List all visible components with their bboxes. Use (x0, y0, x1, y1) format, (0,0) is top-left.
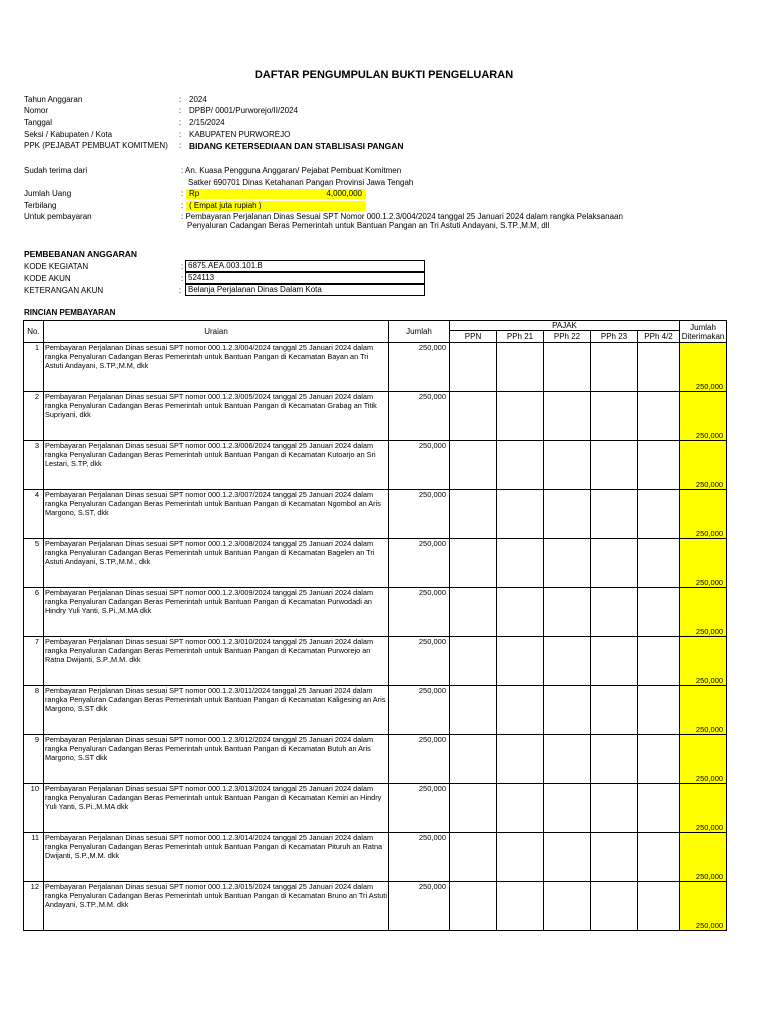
header-field-label: Seksi / Kabupaten / Kota (24, 130, 113, 139)
row-pph21 (497, 637, 544, 686)
page-title: DAFTAR PENGUMPULAN BUKTI PENGELUARAN (254, 69, 514, 81)
row-no: 8 (24, 686, 44, 735)
row-no: 1 (24, 343, 44, 392)
header-field-row (24, 118, 624, 128)
untuk-pembayaran-value-2: Penyaluran Cadangan Beras Pemerintah untuk Bantuan Pangan an Tri Astuti Andayani, S.TP.,M.M, dll (187, 221, 550, 230)
row-diterimakan: 250,000 (680, 833, 727, 882)
jumlah-uang-label: Jumlah Uang (24, 189, 72, 198)
row-pph42 (638, 784, 680, 833)
row-pph22 (544, 588, 591, 637)
row-pph21 (497, 588, 544, 637)
row-no: 9 (24, 735, 44, 784)
row-diterimakan: 250,000 (680, 539, 727, 588)
row-jumlah: 250,000 (389, 882, 450, 931)
row-ppn (450, 784, 497, 833)
row-pph42 (638, 833, 680, 882)
table-row (24, 735, 727, 784)
jumlah-currency: Rp (189, 189, 200, 198)
row-pph23 (591, 882, 638, 931)
kode-akun-label: KODE AKUN (24, 274, 71, 283)
row-ppn (450, 539, 497, 588)
row-jumlah: 250,000 (389, 833, 450, 882)
row-pph42 (638, 343, 680, 392)
row-diterimakan: 250,000 (680, 686, 727, 735)
header-field-value: 2024 (189, 95, 207, 104)
header-field-sep: : (179, 106, 182, 115)
col-no: No. (24, 321, 44, 343)
row-jumlah: 250,000 (389, 343, 450, 392)
row-pph22 (544, 637, 591, 686)
row-pph21 (497, 735, 544, 784)
table-row (24, 343, 727, 392)
row-uraian: Pembayaran Perjalanan Dinas sesuai SPT nomor 000.1.2.3/013/2024 tanggal 25 Januari 2024 dalam rangka Penyaluran Cadangan Beras Pemerintah untuk Bantuan Pangan di Kecamatan Kemiri an Hindry Yuli Yanti, S.Pi.,M.MA dkk (44, 784, 389, 833)
kode-kegiatan-label: KODE KEGIATAN (24, 262, 89, 271)
row-pph42 (638, 882, 680, 931)
row-diterimakan: 250,000 (680, 735, 727, 784)
row-pph22 (544, 686, 591, 735)
kode-kegiatan-value: 6875.AEA.003.101.B (185, 260, 425, 272)
table-row (24, 637, 727, 686)
sudah-terima-row (24, 166, 724, 176)
row-uraian: Pembayaran Perjalanan Dinas sesuai SPT nomor 000.1.2.3/011/2024 tanggal 25 Januari 2024 dalam rangka Penyaluran Cadangan Beras Pemerintah untuk Bantuan Pangan di Kecamatan Kaligesing an Aris Margono, S.ST dkk (44, 686, 389, 735)
header-field-value: KABUPATEN PURWOREJO (189, 130, 291, 139)
row-uraian: Pembayaran Perjalanan Dinas sesuai SPT nomor 000.1.2.3/009/2024 tanggal 25 Januari 2024 dalam rangka Penyaluran Cadangan Beras Pemerintah untuk Bantuan Pangan di Kecamatan Purwodadi an Hindry Yuli Yanti, S.Pi.,M.MA dkk (44, 588, 389, 637)
header-field-row (24, 95, 624, 105)
row-pph42 (638, 588, 680, 637)
row-pph21 (497, 490, 544, 539)
header-field-sep: : (179, 141, 182, 150)
row-pph23 (591, 588, 638, 637)
row-uraian: Pembayaran Perjalanan Dinas sesuai SPT nomor 000.1.2.3/006/2024 tanggal 25 Januari 2024 dalam rangka Penyaluran Cadangan Beras Pemerintah untuk Bantuan Pangan di Kecamatan Kutoarjo an Sri Lestari, S.TP, dkk (44, 441, 389, 490)
row-no: 5 (24, 539, 44, 588)
row-ppn (450, 686, 497, 735)
row-pph42 (638, 441, 680, 490)
row-diterimakan: 250,000 (680, 637, 727, 686)
row-pph22 (544, 343, 591, 392)
row-pph22 (544, 392, 591, 441)
row-pph42 (638, 735, 680, 784)
kode-akun-value: 524113 (185, 272, 425, 284)
row-jumlah: 250,000 (389, 686, 450, 735)
table-row (24, 490, 727, 539)
row-ppn (450, 392, 497, 441)
col-pajak: PAJAK (450, 321, 680, 331)
row-no: 4 (24, 490, 44, 539)
row-ppn (450, 490, 497, 539)
table-row (24, 588, 727, 637)
row-no: 7 (24, 637, 44, 686)
rincian-heading: RINCIAN PEMBAYARAN (24, 308, 116, 317)
row-uraian: Pembayaran Perjalanan Dinas sesuai SPT nomor 000.1.2.3/005/2024 tanggal 25 Januari 2024 dalam rangka Penyaluran Cadangan Beras Pemerintah untuk Bantuan Pangan di Kecamatan Grabag an Titik Supriyani, dkk (44, 392, 389, 441)
terbilang-row: Terbilang : ( Empat juta rupiah ) (24, 201, 724, 211)
row-ppn (450, 882, 497, 931)
row-ppn (450, 833, 497, 882)
row-pph22 (544, 441, 591, 490)
row-no: 6 (24, 588, 44, 637)
row-uraian: Pembayaran Perjalanan Dinas sesuai SPT nomor 000.1.2.3/007/2024 tanggal 25 Januari 2024 dalam rangka Penyaluran Cadangan Beras Pemerintah untuk Bantuan Pangan di Kecamatan Ngombol an Aris Margono, S.ST, dkk (44, 490, 389, 539)
row-jumlah: 250,000 (389, 784, 450, 833)
table-row (24, 539, 727, 588)
row-jumlah: 250,000 (389, 735, 450, 784)
row-pph22 (544, 735, 591, 784)
row-pph22 (544, 784, 591, 833)
row-pph22 (544, 833, 591, 882)
table-row (24, 392, 727, 441)
row-pph23 (591, 637, 638, 686)
row-pph23 (591, 490, 638, 539)
kode-akun-row: KODE AKUN : (24, 274, 184, 283)
row-diterimakan: 250,000 (680, 343, 727, 392)
terbilang-value: ( Empat juta rupiah ) (186, 201, 366, 211)
row-no: 12 (24, 882, 44, 931)
row-pph23 (591, 392, 638, 441)
header-field-label: Tanggal (24, 118, 53, 127)
pembebanan-heading: PEMBEBANAN ANGGARAN (24, 249, 138, 259)
row-uraian: Pembayaran Perjalanan Dinas sesuai SPT nomor 000.1.2.3/015/2024 tanggal 25 Januari 2024 dalam rangka Penyaluran Cadangan Beras Pemerintah untuk Bantuan Pangan di Kecamatan Bruno an Tri Astuti Andayani, S.TP.,M.M. dkk (44, 882, 389, 931)
row-jumlah: 250,000 (389, 392, 450, 441)
row-pph21 (497, 833, 544, 882)
row-pph23 (591, 784, 638, 833)
col-pph22: PPh 22 (544, 331, 591, 343)
row-pph23 (591, 441, 638, 490)
jumlah-value: 4,000,000 (326, 189, 362, 198)
table-row (24, 441, 727, 490)
kode-kegiatan-row: KODE KEGIATAN : (24, 262, 184, 271)
row-no: 3 (24, 441, 44, 490)
row-ppn (450, 637, 497, 686)
row-uraian: Pembayaran Perjalanan Dinas sesuai SPT nomor 000.1.2.3/004/2024 tanggal 25 Januari 2024 dalam rangka Penyaluran Cadangan Beras Pemerintah untuk Bantuan Pangan di Kecamatan Bayan an Tri Astuti Andayani, S.TP.,M.M, dkk (44, 343, 389, 392)
row-pph22 (544, 539, 591, 588)
row-diterimakan: 250,000 (680, 784, 727, 833)
table-row (24, 882, 727, 931)
sudah-terima-label: Sudah terima dari (24, 166, 88, 175)
sudah-terima-value-2: Satker 690701 Dinas Ketahanan Pangan Provinsi Jawa Tengah (188, 178, 414, 187)
row-uraian: Pembayaran Perjalanan Dinas sesuai SPT nomor 000.1.2.3/010/2024 tanggal 25 Januari 2024 dalam rangka Penyaluran Cadangan Beras Pemerintah untuk Bantuan Pangan di Kecamatan Purworejo an Ratna Dwijanti, S.P.,M.M. dkk (44, 637, 389, 686)
row-jumlah: 250,000 (389, 588, 450, 637)
row-pph21 (497, 882, 544, 931)
row-pph23 (591, 735, 638, 784)
row-jumlah: 250,000 (389, 490, 450, 539)
jumlah-uang-box (186, 189, 366, 199)
row-pph21 (497, 686, 544, 735)
row-diterimakan: 250,000 (680, 490, 727, 539)
untuk-pembayaran-label: Untuk pembayaran (24, 212, 92, 221)
row-diterimakan: 250,000 (680, 441, 727, 490)
row-pph21 (497, 539, 544, 588)
table-row (24, 686, 727, 735)
row-ppn (450, 441, 497, 490)
col-jumlah: Jumlah (389, 321, 450, 343)
col-pph21: PPh 21 (497, 331, 544, 343)
row-ppn (450, 588, 497, 637)
row-ppn (450, 735, 497, 784)
header-field-value: BIDANG KETERSEDIAAN DAN STABLISASI PANGAN (189, 141, 404, 151)
row-pph21 (497, 441, 544, 490)
row-pph22 (544, 882, 591, 931)
keterangan-akun-row: KETERANGAN AKUN : (24, 286, 182, 295)
row-pph42 (638, 686, 680, 735)
col-uraian: Uraian (44, 321, 389, 343)
row-pph23 (591, 833, 638, 882)
row-jumlah: 250,000 (389, 539, 450, 588)
row-uraian: Pembayaran Perjalanan Dinas sesuai SPT nomor 000.1.2.3/008/2024 tanggal 25 Januari 2024 dalam rangka Penyaluran Cadangan Beras Pemerintah untuk Bantuan Pangan di Kecamatan Bagelen an Tri Astuti Andayani, S.TP.,M.M., dkk (44, 539, 389, 588)
header-field-label: PPK (PEJABAT PEMBUAT KOMITMEN) (24, 141, 168, 150)
col-pph42: PPh 4/2 (638, 331, 680, 343)
col-diterimakan: Jumlah Diterimakan (680, 321, 727, 343)
row-pph42 (638, 637, 680, 686)
keterangan-akun-value: Belanja Perjalanan Dinas Dalam Kota (185, 284, 425, 296)
row-jumlah: 250,000 (389, 441, 450, 490)
row-uraian: Pembayaran Perjalanan Dinas sesuai SPT nomor 000.1.2.3/012/2024 tanggal 25 Januari 2024 dalam rangka Penyaluran Cadangan Beras Pemerintah untuk Bantuan Pangan di Kecamatan Butuh an Aris Margono, S.ST dkk (44, 735, 389, 784)
untuk-pembayaran-value: : Pembayaran Perjalanan Dinas Sesuai SPT Nomor 000.1.2.3/004/2024 tanggal 25 Januari 2024 dalam rangka Pelaksanaan (181, 212, 623, 221)
row-uraian: Pembayaran Perjalanan Dinas sesuai SPT nomor 000.1.2.3/014/2024 tanggal 25 Januari 2024 dalam rangka Penyaluran Cadangan Beras Pemerintah untuk Bantuan Pangan di Kecamatan Pituruh an Ratna Dwijanti, S.P.,M.M. dkk (44, 833, 389, 882)
untuk-pembayaran-row-2 (24, 221, 744, 231)
row-pph23 (591, 686, 638, 735)
sudah-terima-value: : An. Kuasa Pengguna Anggaran/ Pejabat Pembuat Komitmen (181, 166, 402, 175)
row-jumlah: 250,000 (389, 637, 450, 686)
row-diterimakan: 250,000 (680, 882, 727, 931)
row-pph21 (497, 392, 544, 441)
row-pph42 (638, 490, 680, 539)
row-no: 11 (24, 833, 44, 882)
keterangan-akun-label: KETERANGAN AKUN (24, 286, 104, 295)
row-diterimakan: 250,000 (680, 588, 727, 637)
row-no: 10 (24, 784, 44, 833)
row-pph21 (497, 784, 544, 833)
header-field-label: Tahun Anggaran (24, 95, 83, 104)
header-field-row (24, 106, 624, 116)
header-field-row (24, 141, 624, 151)
row-pph23 (591, 343, 638, 392)
table-row (24, 784, 727, 833)
col-pph23: PPh 23 (591, 331, 638, 343)
row-pph23 (591, 539, 638, 588)
row-no: 2 (24, 392, 44, 441)
row-pph21 (497, 343, 544, 392)
row-ppn (450, 343, 497, 392)
col-ppn: PPN (450, 331, 497, 343)
table-row (24, 833, 727, 882)
row-pph42 (638, 539, 680, 588)
row-diterimakan: 250,000 (680, 392, 727, 441)
row-pph42 (638, 392, 680, 441)
header-field-sep: : (179, 130, 182, 139)
header-field-label: Nomor (24, 106, 49, 115)
header-field-row (24, 130, 624, 140)
header-field-value: DPBP/ 0001/Purworejo/II/2024 (189, 106, 298, 115)
rincian-table (23, 320, 727, 931)
row-pph22 (544, 490, 591, 539)
sudah-terima-row-2 (24, 178, 724, 188)
header-field-value: 2/15/2024 (189, 118, 225, 127)
jumlah-uang-row: Jumlah Uang : Rp 4,000,000 (24, 189, 724, 199)
header-field-sep: : (179, 118, 182, 127)
terbilang-label: Terbilang (24, 201, 57, 210)
header-field-sep: : (179, 95, 182, 104)
